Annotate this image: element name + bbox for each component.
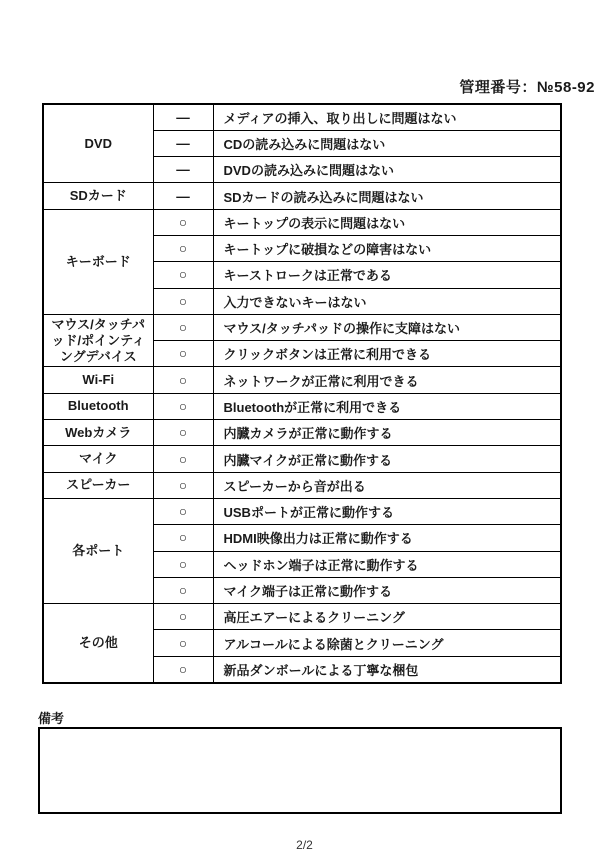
description-cell: ネットワークが正常に利用できる	[213, 367, 561, 393]
description-cell: キーストロークは正常である	[213, 262, 561, 288]
check-mark-cell: ○	[153, 420, 213, 446]
checklist-table-body	[43, 104, 561, 683]
category-cell: Webカメラ	[43, 420, 153, 446]
description-cell: アルコールによる除菌とクリーニング	[213, 630, 561, 656]
control-number: 管理番号：№58-92	[459, 79, 595, 96]
check-mark-cell: ○	[153, 235, 213, 261]
check-mark-cell: ○	[153, 604, 213, 630]
description-cell: 高圧エアーによるクリーニング	[213, 604, 561, 630]
description-cell: DVDの読み込みに問題はない	[213, 157, 561, 183]
description-cell: USBポートが正常に動作する	[213, 498, 561, 524]
description-cell: 内臓カメラが正常に動作する	[213, 420, 561, 446]
check-mark-cell: ○	[153, 288, 213, 314]
description-cell: HDMI映像出力は正常に動作する	[213, 525, 561, 551]
category-cell: スピーカー	[43, 472, 153, 498]
page-number: 2/2	[296, 838, 313, 852]
check-mark-cell: ○	[153, 577, 213, 603]
description-cell: スピーカーから音が出る	[213, 472, 561, 498]
check-mark-cell: ○	[153, 525, 213, 551]
check-mark-cell: ○	[153, 393, 213, 419]
description-cell: 入力できないキーはない	[213, 288, 561, 314]
table-row	[43, 604, 561, 630]
check-mark-cell: ○	[153, 498, 213, 524]
table-row	[43, 209, 561, 235]
category-cell: SDカード	[43, 183, 153, 209]
category-cell: Wi-Fi	[43, 367, 153, 393]
description-cell: メディアの挿入、取り出しに問題はない	[213, 104, 561, 130]
category-cell: Bluetooth	[43, 393, 153, 419]
check-mark-cell: ○	[153, 209, 213, 235]
check-mark-cell: ○	[153, 656, 213, 682]
check-mark-cell: ○	[153, 314, 213, 340]
table-row	[43, 420, 561, 446]
table-row	[43, 314, 561, 340]
table-row	[43, 472, 561, 498]
category-cell: キーボード	[43, 209, 153, 314]
check-mark-cell: —	[153, 130, 213, 156]
table-row	[43, 393, 561, 419]
description-cell: ヘッドホン端子は正常に動作する	[213, 551, 561, 577]
checklist-table	[42, 103, 562, 684]
description-cell: クリックボタンは正常に利用できる	[213, 341, 561, 367]
table-row	[43, 498, 561, 524]
check-mark-cell: ○	[153, 341, 213, 367]
description-cell: キートップの表示に問題はない	[213, 209, 561, 235]
category-cell: マイク	[43, 446, 153, 472]
description-cell: 内臓マイクが正常に動作する	[213, 446, 561, 472]
category-cell: その他	[43, 604, 153, 683]
table-row	[43, 104, 561, 130]
category-cell: 各ポート	[43, 498, 153, 603]
check-mark-cell: —	[153, 183, 213, 209]
table-row	[43, 183, 561, 209]
check-mark-cell: ○	[153, 446, 213, 472]
check-mark-cell: ○	[153, 630, 213, 656]
table-row	[43, 367, 561, 393]
category-cell: マウス/タッチパッド/ポインティングデバイス	[43, 314, 153, 367]
check-mark-cell: —	[153, 104, 213, 130]
description-cell: CDの読み込みに問題はない	[213, 130, 561, 156]
remarks-label: 備考	[38, 711, 65, 726]
description-cell: マイク端子は正常に動作する	[213, 577, 561, 603]
remarks-box	[38, 727, 562, 814]
description-cell: キートップに破損などの障害はない	[213, 235, 561, 261]
check-mark-cell: —	[153, 157, 213, 183]
description-cell: Bluetoothが正常に利用できる	[213, 393, 561, 419]
table-row	[43, 446, 561, 472]
description-cell: マウス/タッチパッドの操作に支障はない	[213, 314, 561, 340]
description-cell: 新品ダンボールによる丁寧な梱包	[213, 656, 561, 682]
check-mark-cell: ○	[153, 367, 213, 393]
check-mark-cell: ○	[153, 262, 213, 288]
description-cell: SDカードの読み込みに問題はない	[213, 183, 561, 209]
category-cell: DVD	[43, 104, 153, 183]
check-mark-cell: ○	[153, 551, 213, 577]
check-mark-cell: ○	[153, 472, 213, 498]
